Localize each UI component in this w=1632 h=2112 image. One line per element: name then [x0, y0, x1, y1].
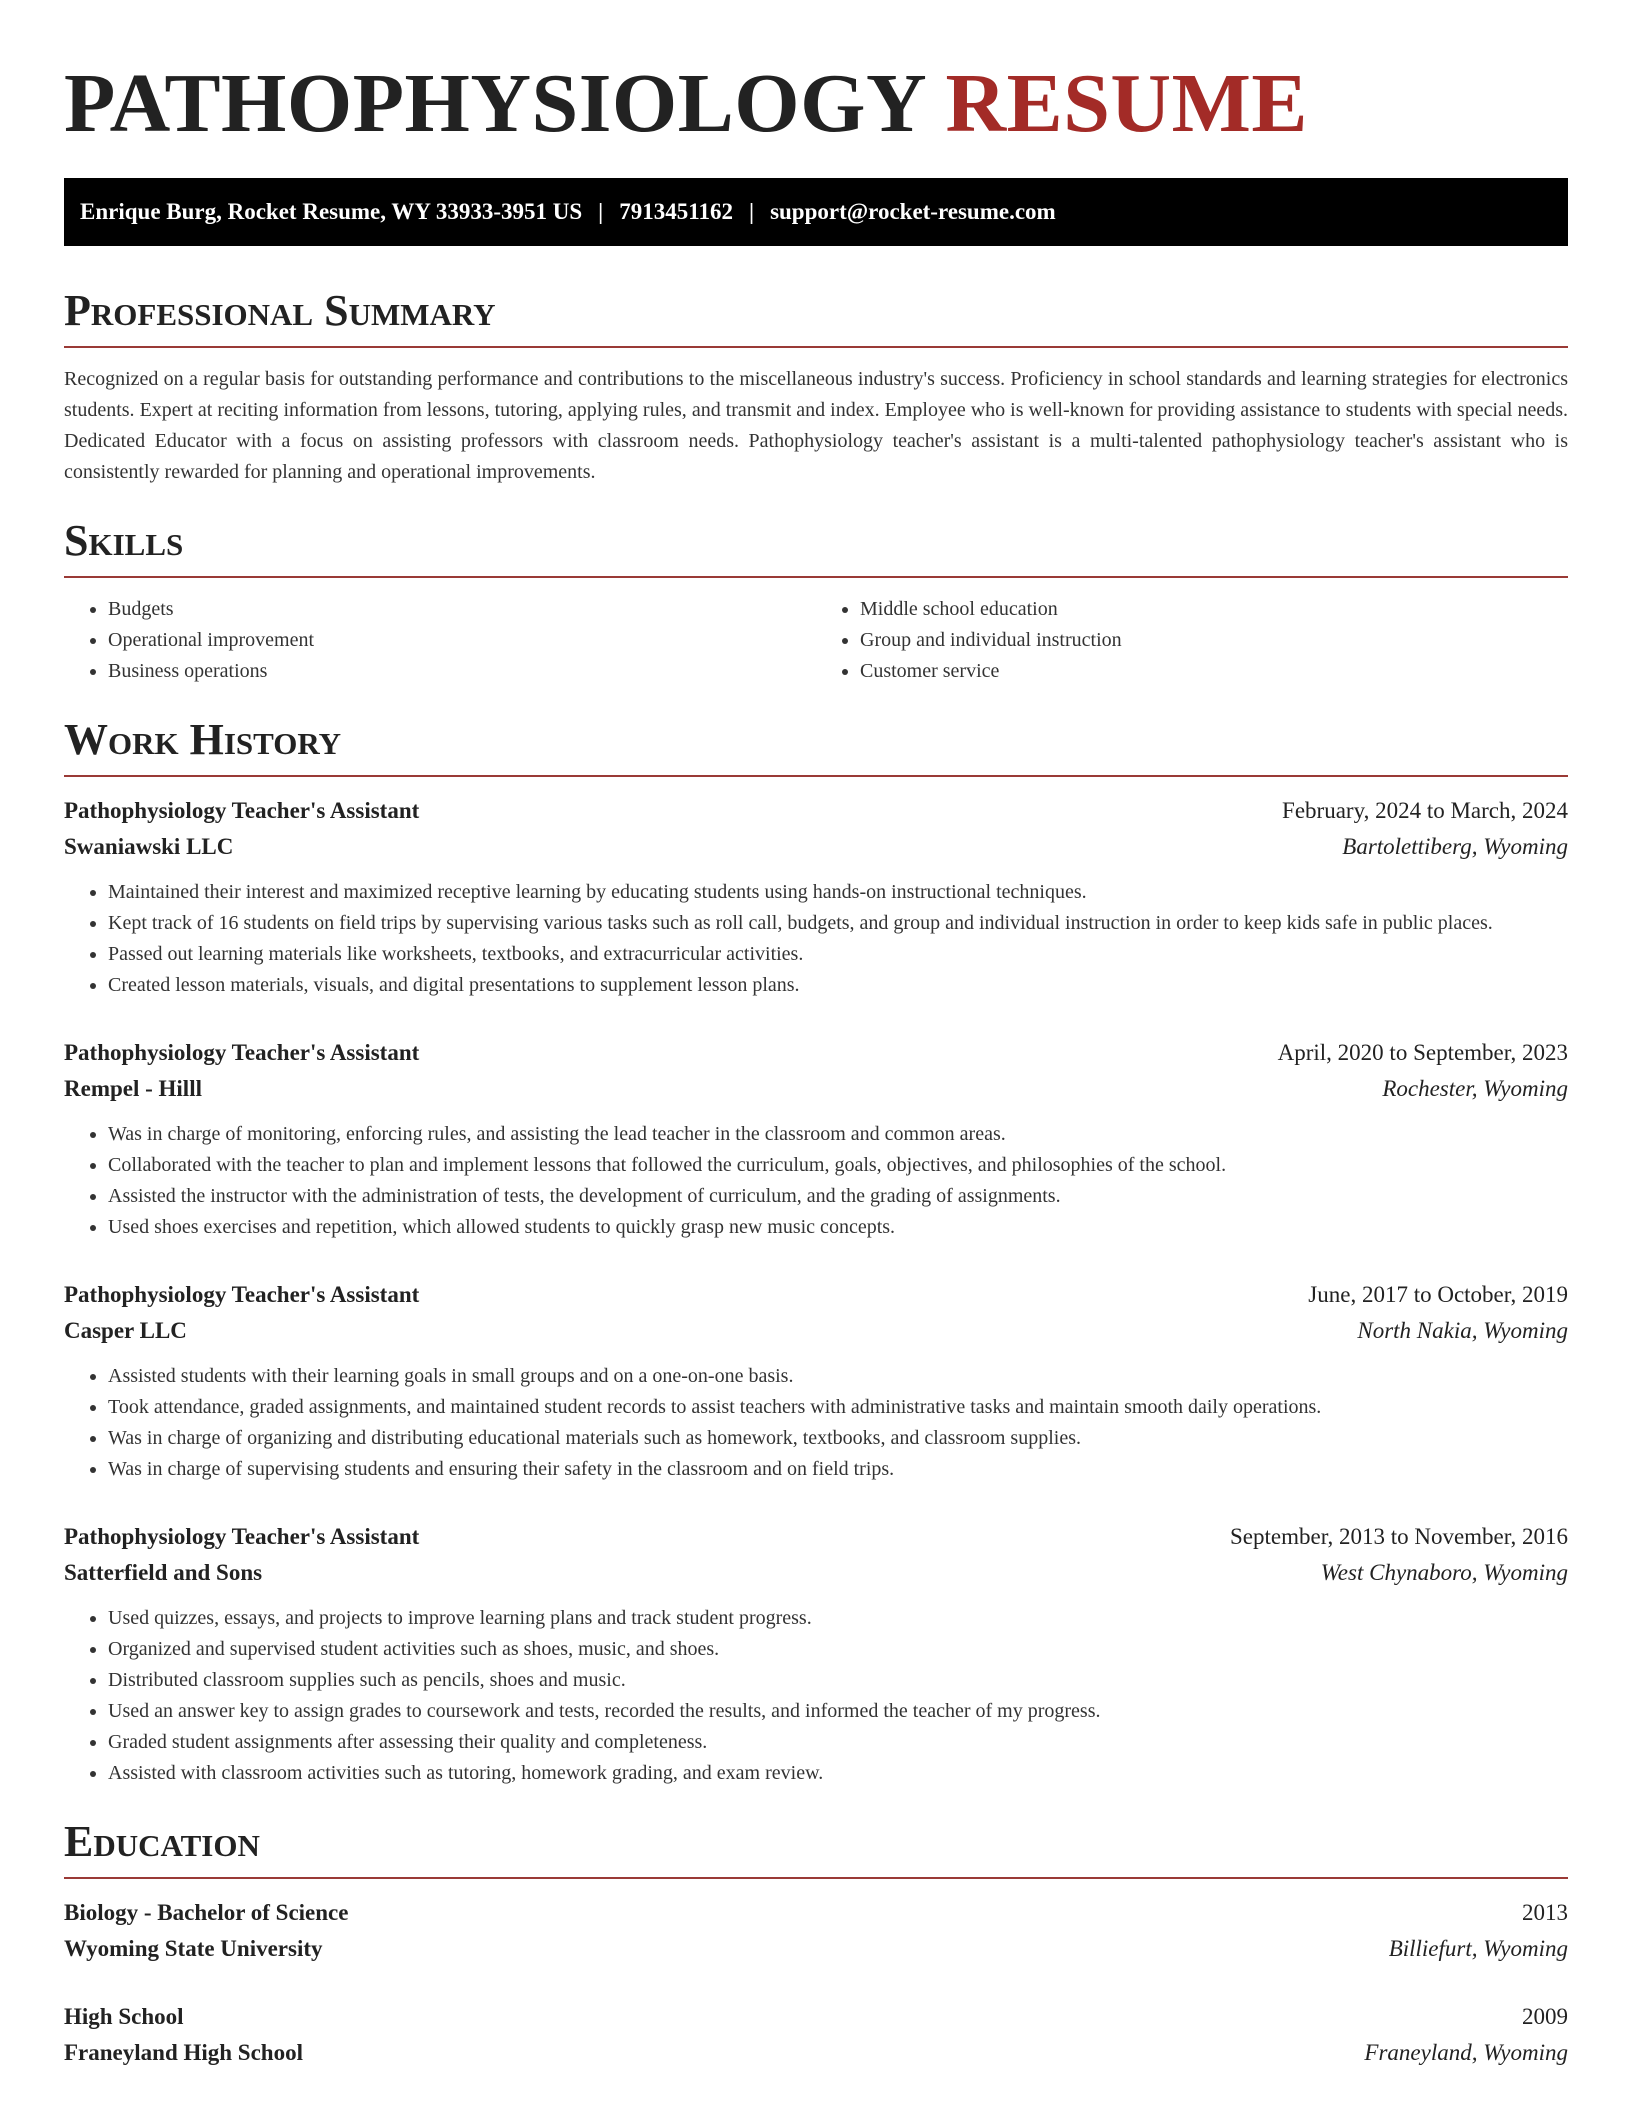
job-location: North Nakia, Wyoming [1357, 1318, 1568, 1343]
section-divider [64, 346, 1568, 348]
education-location: Franeyland, Wyoming [1364, 2040, 1568, 2065]
job-bullets [64, 1119, 1568, 1243]
job-bullets [64, 1361, 1568, 1485]
education-subheader [64, 2035, 1568, 2071]
contact-address: Enrique Burg, Rocket Resume, WY 33933-3951 US [80, 199, 583, 224]
skills-heading: Skills [64, 516, 184, 565]
contact-separator: | [598, 199, 604, 224]
contact-bar [64, 178, 1568, 246]
job-bullet: • Collaborated with the teacher to plan and implement lessons that followed the curriculum, goals, objectives, and philosophies of the school. [108, 1150, 1568, 1181]
skill-item: • Business operations [108, 656, 816, 687]
job-header [64, 1277, 1568, 1313]
work-history-heading: Work History [64, 715, 342, 764]
education-heading: Education [64, 1817, 260, 1866]
education-degree: High School [64, 2004, 184, 2029]
summary-heading: Professional Summary [64, 286, 496, 335]
job-location: Rochester, Wyoming [1382, 1076, 1568, 1101]
education-degree: Biology - Bachelor of Science [64, 1900, 349, 1925]
title-main: PATHOPHYSIOLOGY [64, 57, 925, 150]
education-header [64, 1895, 1568, 1931]
job-subheader [64, 1313, 1568, 1349]
job-entry [64, 1035, 1568, 1243]
job-bullet: • Was in charge of organizing and distributing educational materials such as homework, textbooks, and classroom supplies. [108, 1423, 1568, 1454]
job-location: Bartolettiberg, Wyoming [1342, 834, 1568, 859]
job-company: Swaniawski LLC [64, 834, 234, 859]
job-bullet: • Used shoes exercises and repetition, which allowed students to quickly grasp new music concepts. [108, 1212, 1568, 1243]
job-bullet: • Kept track of 16 students on field trips by supervising various tasks such as roll call, budgets, and group and individual instruction in order to keep kids safe in public places. [108, 908, 1568, 939]
skill-item: • Group and individual instruction [860, 625, 1568, 656]
job-entry [64, 1277, 1568, 1485]
skill-item: • Budgets [108, 594, 816, 625]
job-bullet: • Distributed classroom supplies such as pencils, shoes and music. [108, 1665, 1568, 1696]
job-bullet: • Was in charge of supervising students and ensuring their safety in the classroom and on field trips. [108, 1454, 1568, 1485]
education-entry [64, 1999, 1568, 2071]
job-bullet: • Created lesson materials, visuals, and digital presentations to supplement lesson plans. [108, 970, 1568, 1001]
education-header [64, 1999, 1568, 2035]
job-dates: June, 2017 to October, 2019 [1308, 1282, 1568, 1307]
job-bullet: • Used quizzes, essays, and projects to improve learning plans and track student progress. [108, 1603, 1568, 1634]
skill-item: • Middle school education [860, 594, 1568, 625]
resume-title [64, 0, 1568, 152]
summary-text: Recognized on a regular basis for outstanding performance and contributions to the miscellaneous industry's success. Proficiency in school standards and learning strategies for electronics students. Expert at reciting information from lessons, tutoring, applying rules, and transmit and index. Employee who is well-known for providing assistance to students with special needs. Dedicated Educator with a focus on assisting professors with classroom needs. Pathophysiology teacher's assistant is a multi-talented pathophysiology teacher's assistant who is consistently rewarded for planning and operational improvements. [64, 368, 1568, 483]
education-subheader [64, 1931, 1568, 1967]
skills-section [64, 514, 1568, 687]
education-school: Franeyland High School [64, 2040, 303, 2065]
skill-item: • Customer service [860, 656, 1568, 687]
job-header [64, 793, 1568, 829]
job-bullet: • Used an answer key to assign grades to coursework and tests, recorded the results, and informed the teacher of my progress. [108, 1696, 1568, 1727]
job-bullet: • Was in charge of monitoring, enforcing rules, and assisting the lead teacher in the classroom and common areas. [108, 1119, 1568, 1150]
job-company: Satterfield and Sons [64, 1560, 263, 1585]
job-entry [64, 793, 1568, 1001]
job-company: Rempel - Hilll [64, 1076, 202, 1101]
section-divider [64, 576, 1568, 578]
job-bullet: • Passed out learning materials like worksheets, textbooks, and extracurricular activities. [108, 939, 1568, 970]
contact-phone: 7913451162 [619, 199, 733, 224]
job-bullets [64, 877, 1568, 1001]
skill-item: • Operational improvement [108, 625, 816, 656]
contact-email: support@rocket-resume.com [770, 199, 1056, 224]
job-location: West Chynaboro, Wyoming [1320, 1560, 1568, 1585]
contact-separator: | [748, 199, 755, 224]
job-bullet: • Assisted with classroom activities such as tutoring, homework grading, and exam review. [108, 1758, 1568, 1789]
education-year: 2013 [1522, 1900, 1568, 1925]
education-entry [64, 1895, 1568, 1967]
job-header [64, 1519, 1568, 1555]
job-dates: September, 2013 to November, 2016 [1230, 1524, 1568, 1549]
job-bullet: • Assisted the instructor with the administration of tests, the development of curriculum, and the grading of assignments. [108, 1181, 1568, 1212]
education-location: Billiefurt, Wyoming [1388, 1936, 1568, 1961]
job-bullet: • Took attendance, graded assignments, and maintained student records to assist teachers with administrative tasks and maintain smooth daily operations. [108, 1392, 1568, 1423]
job-subheader [64, 1071, 1568, 1107]
skills-list-right [816, 594, 1568, 687]
job-bullet: • Assisted students with their learning goals in small groups and on a one-on-one basis. [108, 1361, 1568, 1392]
work-history-section [64, 713, 1568, 1789]
education-school: Wyoming State University [64, 1936, 323, 1961]
job-bullet: • Graded student assignments after assessing their quality and completeness. [108, 1727, 1568, 1758]
job-bullets [64, 1603, 1568, 1789]
job-subheader [64, 1555, 1568, 1591]
job-title: Pathophysiology Teacher's Assistant [64, 1040, 420, 1065]
summary-section [64, 284, 1568, 488]
section-divider [64, 1877, 1568, 1879]
skills-columns [64, 594, 1568, 687]
section-divider [64, 775, 1568, 777]
job-bullet: • Maintained their interest and maximized receptive learning by educating students using hands-on instructional techniques. [108, 877, 1568, 908]
job-title: Pathophysiology Teacher's Assistant [64, 1524, 420, 1549]
job-dates: April, 2020 to September, 2023 [1277, 1040, 1568, 1065]
job-dates: February, 2024 to March, 2024 [1282, 798, 1568, 823]
education-year: 2009 [1522, 2004, 1568, 2029]
job-entry [64, 1519, 1568, 1789]
job-header [64, 1035, 1568, 1071]
job-title: Pathophysiology Teacher's Assistant [64, 798, 420, 823]
education-section [64, 1815, 1568, 2071]
job-company: Casper LLC [64, 1318, 187, 1343]
title-accent: RESUME [945, 57, 1308, 150]
job-subheader [64, 829, 1568, 865]
skills-list-left [64, 594, 816, 687]
job-bullet: • Organized and supervised student activities such as shoes, music, and shoes. [108, 1634, 1568, 1665]
job-title: Pathophysiology Teacher's Assistant [64, 1282, 420, 1307]
